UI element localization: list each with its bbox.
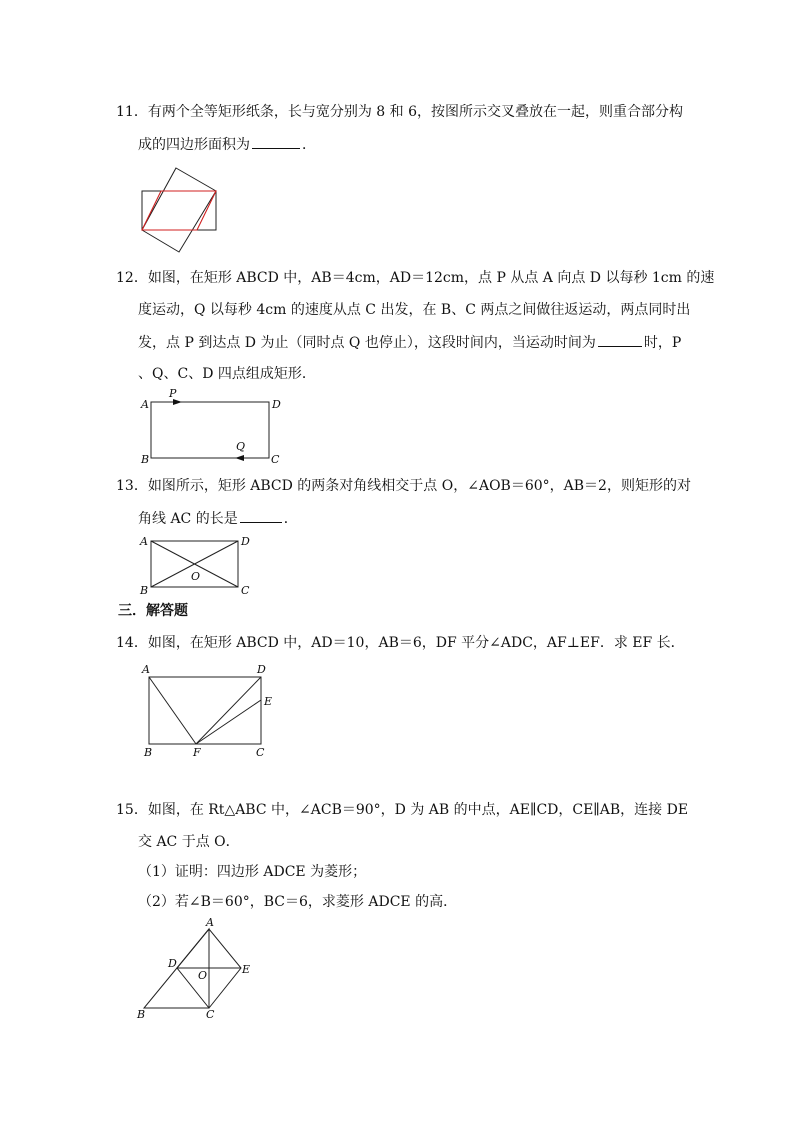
- q14-label-f: F: [193, 746, 201, 759]
- q11-line1: 11．有两个全等矩形纸条，长与宽分别为 8 和 6，按图所示交叉叠放在一起，则重合部分构: [116, 104, 683, 120]
- q12-label-b: B: [141, 453, 150, 466]
- q14-segment-ef: [196, 700, 261, 744]
- q12-arrow-q-icon: [235, 455, 244, 461]
- q15-line2: 交 AC 于点 O．: [138, 834, 240, 850]
- q11-answer-blank: [252, 134, 300, 149]
- q12-line2: 度运动，Q 以每秒 4cm 的速度从点 C 出发，在 B、C 两点之间做往返运动，两点同时出: [138, 302, 691, 318]
- q11-tilted-strip: [142, 168, 216, 252]
- q13-label-a: A: [140, 535, 148, 548]
- q12-line4: 、Q、C、D 四点组成矩形．: [138, 366, 316, 382]
- q13-line2-end: ．: [283, 511, 298, 527]
- q14-segment-af: [149, 677, 196, 744]
- q11-line2-end: ．: [302, 137, 316, 153]
- q13-label-d: D: [241, 535, 250, 548]
- q12-line3: [138, 332, 681, 353]
- q13-label-c: C: [241, 584, 250, 597]
- q13-label-o: O: [191, 570, 201, 583]
- q15-label-o: O: [198, 969, 208, 982]
- q12-label-d: D: [272, 398, 281, 411]
- q13-label-b: B: [140, 584, 149, 597]
- q12-figure: [140, 388, 290, 464]
- q13-line2: [138, 508, 298, 529]
- q13-figure: [138, 532, 258, 598]
- section-title: 三．解答题: [118, 603, 188, 619]
- q15-line1: 15．如图，在 Rt△ABC 中，∠ACB＝90°，D 为 AB 的中点，AE∥CD，CE∥AB，连接 DE: [116, 802, 689, 818]
- q11-figure: [138, 166, 222, 256]
- q15-figure: [134, 916, 260, 1024]
- q14-label-c: C: [256, 746, 265, 759]
- q14-label-d: D: [257, 663, 266, 676]
- q15-part2: （2）若∠B＝60°，BC＝6，求菱形 ADCE 的高．: [138, 894, 458, 910]
- q15-label-c: C: [206, 1008, 215, 1021]
- q12-line1: 12．如图，在矩形 ABCD 中，AB＝4cm，AD＝12cm，点 P 从点 A 向点 D 以每秒 1cm 的速: [116, 270, 715, 286]
- q12-answer-blank: [598, 332, 642, 347]
- q15-label-b: B: [137, 1008, 146, 1021]
- q12-line3-end: 时，P: [643, 335, 682, 351]
- q13-line2-text: 角线 AC 的长是: [138, 511, 238, 527]
- q12-rectangle: [151, 402, 269, 458]
- q14-rectangle: [149, 677, 261, 744]
- q15-label-a: A: [206, 916, 214, 929]
- q15-label-e: E: [242, 963, 251, 976]
- q14-line1: 14．如图，在矩形 ABCD 中，AD＝10，AB＝6，DF 平分∠ADC，AF⊥EF．求 EF 长．: [116, 635, 685, 651]
- q12-line3-text: 发，点 P 到达点 D 为止（同时点 Q 也停止），这段时间内，当运动时间为: [138, 335, 596, 351]
- q13-line1: 13．如图所示，矩形 ABCD 的两条对角线相交于点 O，∠AOB＝60°，AB＝2，则矩形的对: [116, 478, 691, 494]
- q12-label-c: C: [271, 453, 280, 466]
- q14-label-b: B: [144, 746, 153, 759]
- q12-label-p: P: [169, 387, 177, 400]
- q15-part1: （1）证明：四边形 ADCE 为菱形；: [138, 864, 367, 880]
- q14-segment-df: [196, 677, 261, 744]
- q15-label-d: D: [168, 957, 177, 970]
- q14-label-e: E: [264, 695, 273, 708]
- q13-answer-blank: [240, 508, 282, 523]
- q14-label-a: A: [142, 663, 150, 676]
- q14-figure: [140, 660, 280, 758]
- q11-line2: [138, 134, 316, 155]
- q12-label-a: A: [141, 398, 149, 411]
- q12-label-q: Q: [236, 440, 246, 453]
- q11-line2-text: 成的四边形面积为: [138, 137, 250, 153]
